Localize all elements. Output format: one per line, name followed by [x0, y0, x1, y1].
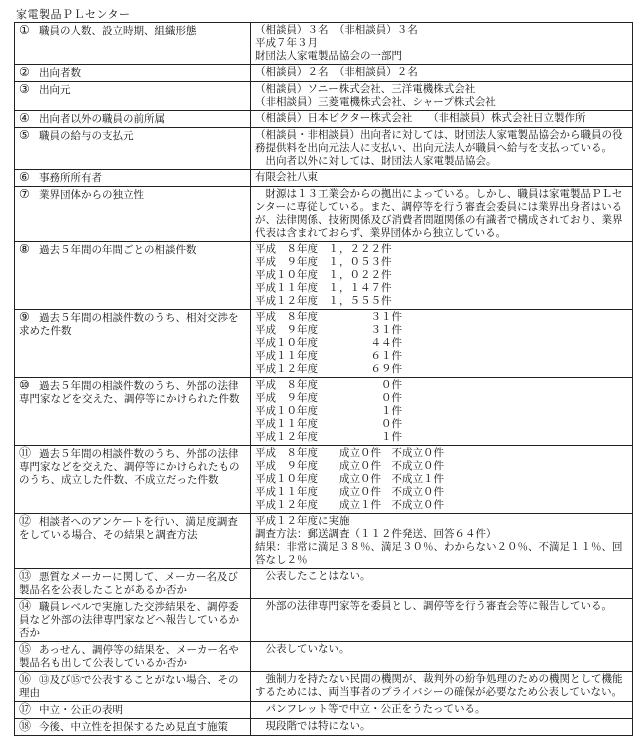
answer-cell	[251, 446, 633, 514]
question-text: 職員レベルで実施した交渉結果を、調停委員など外部の法律専門家などへ報告しているか否か	[19, 601, 240, 639]
answer-line: 平成１０年度 ４４件	[255, 337, 402, 349]
answer-line: 平成１２年度 ６９件	[255, 363, 402, 375]
answer-line: （非相談員）三菱電機株式会社、シャープ株式会社	[255, 96, 496, 108]
answer-line: 平成 ８年度 成立０件 不成立０件	[255, 447, 444, 459]
question-text: 出向者以外の職員の前所属	[39, 113, 165, 125]
answer-line: （相談員）３名 （非相談員）３名	[255, 24, 418, 36]
item-number: ③	[19, 82, 30, 96]
question-text: 過去５年間の相談件数のうち、外部の法律専門家などを交えた、調停等にかけられたもののうち、成立した件数、不成立だった件数	[19, 448, 240, 486]
answer-paragraph: 平成１２年度に実施	[255, 515, 350, 527]
answer-line: 平成１０年度 １，０２２件	[255, 269, 392, 281]
answer-cell	[251, 187, 633, 242]
answer-cell	[251, 82, 633, 111]
answer-paragraph: 財源は１３工業会からの拠出によっている。しかし、職員は家電製品ＰＬセンターに専従している。また、調停等を行う審査会委員には業界出身者はいるが、法律関係、技術関係及び消費者問題関係の有識者で構成されており、業界代表は含まれておらず、業界団体から独立している。	[255, 188, 623, 239]
table-row	[15, 446, 633, 514]
question-text: 過去５年間の相談件数のうち、相対交渉を求めた件数	[19, 312, 239, 337]
answer-line: 有限会社八東	[255, 171, 318, 183]
question-cell	[15, 446, 251, 514]
question-cell	[15, 128, 251, 170]
question-cell	[15, 599, 251, 642]
question-text: 業界団体からの独立性	[39, 189, 144, 201]
table-row	[15, 111, 633, 128]
question-cell	[15, 719, 251, 736]
answer-line: 平成 ９年度 成立０件 不成立０件	[255, 460, 444, 472]
answer-line: （相談員）ソニー株式会社、三洋電機株式会社	[255, 83, 476, 95]
item-number: ⑤	[19, 128, 30, 142]
question-text: ⑬及び⑮で公表することがない場合、その理由	[19, 674, 239, 699]
answer-line: 平成１０年度 成立０件 不成立１件	[255, 473, 444, 485]
question-cell	[15, 23, 251, 65]
table-row	[15, 642, 633, 672]
table-row	[15, 569, 633, 599]
item-number: ⑩	[19, 378, 30, 392]
table-row	[15, 170, 633, 187]
question-text: 今後、中立性を担保するため見直す施策	[39, 721, 228, 733]
question-cell	[15, 514, 251, 569]
question-text: 相談者へのアンケートを行い、満足度調査をしている場合、その結果と調査方法	[19, 516, 238, 541]
item-number: ⑨	[19, 310, 30, 324]
question-cell	[15, 111, 251, 128]
answer-cell	[251, 310, 633, 378]
answer-cell	[251, 128, 633, 170]
table-row	[15, 82, 633, 111]
item-number: ⑥	[19, 170, 30, 184]
table-row	[15, 702, 633, 719]
answer-paragraph: 結果：非常に満足３８％、満足３０％、わからない２０％、不満足１１％、回答なし２％	[255, 541, 623, 566]
answer-line: 平成 ８年度 ３１件	[255, 311, 402, 323]
answer-line: （相談員）日本ビクター株式会社 （非相談員）株式会社日立製作所	[255, 112, 586, 124]
answer-line: 平成１２年度 成立１件 不成立０件	[255, 499, 444, 511]
answer-cell	[251, 642, 633, 672]
question-text: 出向者数	[39, 67, 81, 79]
question-cell	[15, 310, 251, 378]
item-number: ⑰	[19, 702, 32, 716]
answer-line: 平成 ９年度 ０件	[255, 392, 402, 404]
answer-line: 平成１１年度 ０件	[255, 418, 402, 430]
question-text: 過去５年間の年間ごとの相談件数	[39, 244, 197, 256]
pl-center-info-table	[14, 22, 633, 736]
question-cell	[15, 672, 251, 702]
item-number: ⑦	[19, 187, 30, 201]
item-number: ①	[19, 23, 30, 37]
answer-cell	[251, 599, 633, 642]
question-text: 職員の人数、設立時期、組織形態	[39, 25, 197, 37]
answer-line: 平成 ８年度 １，２２２件	[255, 243, 392, 255]
answer-line: 平成 ９年度 １，０５３件	[255, 256, 392, 268]
answer-line: 平成 ８年度 ０件	[255, 379, 402, 391]
answer-paragraph: 強制力を持たない民間の機関が、裁判外の紛争処理のための機関として機能するためには、両当事者のプライバシーの確保が必要なため公表していない。	[255, 673, 623, 698]
question-cell	[15, 65, 251, 82]
answer-paragraph: 出向者以外に対しては、財団法人家電製品協会。	[255, 155, 497, 167]
table-row	[15, 514, 633, 569]
table-row	[15, 599, 633, 642]
item-number: ⑬	[19, 569, 32, 583]
answer-line: 公表していない。	[255, 643, 350, 655]
table-row	[15, 23, 633, 65]
table-row	[15, 310, 633, 378]
answer-cell	[251, 702, 633, 719]
item-number: ⑱	[19, 719, 32, 733]
question-text: 職員の給与の支払元	[39, 130, 134, 142]
question-cell	[15, 170, 251, 187]
table-row	[15, 672, 633, 702]
item-number: ⑭	[19, 599, 32, 613]
answer-line: 公表したことはない。	[255, 570, 371, 582]
answer-line: 平成 ９年度 ３１件	[255, 324, 402, 336]
answer-line: 平成１２年度 １，５５５件	[255, 295, 392, 307]
answer-line: パンフレット等で中立・公正をうたっている。	[255, 703, 486, 715]
item-number: ④	[19, 111, 30, 125]
question-cell	[15, 242, 251, 310]
answer-cell	[251, 23, 633, 65]
answer-cell	[251, 719, 633, 736]
answer-line: （相談員）２名 （非相談員）２名	[255, 66, 418, 78]
question-text: 悪質なメーカーに関して、メーカー名及び製品名を公表したことがあるか否か	[19, 571, 238, 596]
question-cell	[15, 82, 251, 111]
table-row	[15, 719, 633, 736]
answer-cell	[251, 672, 633, 702]
question-text: 出向元	[39, 84, 71, 96]
answer-cell	[251, 111, 633, 128]
answer-cell	[251, 514, 633, 569]
item-number: ②	[19, 65, 30, 79]
answer-line: 平成１２年度 １件	[255, 431, 402, 443]
answer-line: 外部の法律専門家等を委員とし、調停等を行う審査会等に報告している。	[255, 600, 612, 612]
answer-line: 平成１１年度 ６１件	[255, 350, 402, 362]
question-cell	[15, 702, 251, 719]
page-title: 家電製品ＰＬセンター	[16, 8, 131, 21]
answer-line: 平成７年３月	[255, 37, 318, 49]
item-number: ⑪	[19, 446, 32, 460]
item-number: ⑮	[19, 642, 32, 656]
answer-line: 財団法人家電製品協会の一部門	[255, 50, 402, 62]
item-number: ⑯	[19, 672, 32, 686]
item-number: ⑧	[19, 242, 30, 256]
item-number: ⑫	[19, 514, 32, 528]
table-row	[15, 128, 633, 170]
answer-cell	[251, 242, 633, 310]
table-row	[15, 187, 633, 242]
question-text: あっせん、調停等の結果を、メーカー名や製品名も出して公表しているか否か	[19, 644, 239, 669]
answer-line: 平成１１年度 １，１４７件	[255, 282, 392, 294]
table-row	[15, 242, 633, 310]
question-cell	[15, 642, 251, 672]
table-row	[15, 65, 633, 82]
answer-cell	[251, 378, 633, 446]
question-text: 過去５年間の相談件数のうち、外部の法律専門家などを交えた、調停等にかけられた件数	[19, 380, 240, 405]
answer-paragraph: （相談員・非相談員）出向者に対しては、財団法人家電製品協会から職員の役務提供料を出向元法人に支払い、出向元法人が職員へ給与を支払っている。	[255, 129, 623, 154]
question-text: 中立・公正の表明	[39, 704, 123, 716]
answer-paragraph: 調査方法：郵送調査（１１２件発送、回答６４件）	[255, 528, 497, 540]
table-row	[15, 378, 633, 446]
question-text: 事務所所有者	[39, 172, 102, 184]
answer-line: 現段階では特にない。	[255, 720, 371, 732]
question-cell	[15, 569, 251, 599]
answer-line: 平成１１年度 成立０件 不成立０件	[255, 486, 444, 498]
answer-cell	[251, 170, 633, 187]
answer-cell	[251, 65, 633, 82]
answer-line: 平成１０年度 １件	[255, 405, 402, 417]
answer-cell	[251, 569, 633, 599]
question-cell	[15, 378, 251, 446]
question-cell	[15, 187, 251, 242]
